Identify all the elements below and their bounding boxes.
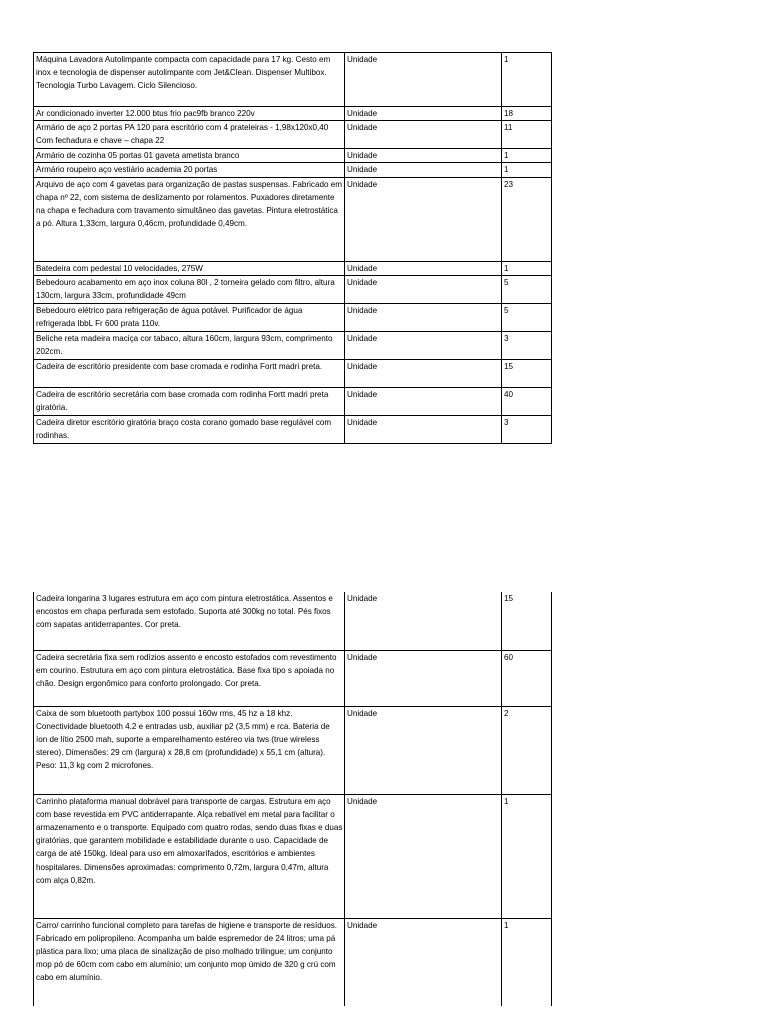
item-description: Cadeira de escritório presidente com base cromada e rodinha Fortt madri preta. (34, 359, 345, 387)
item-unit: Unidade (345, 303, 502, 331)
item-unit: Unidade (345, 706, 502, 794)
item-description: Ar condicionado inverter 12.000 btus frio pac9fb branco 220v (34, 107, 345, 121)
item-unit: Unidade (345, 149, 502, 163)
table-row (34, 163, 552, 177)
item-description: Cadeira secretária fixa sem rodízios assento e encosto estofados com revestimento em courino. Estrutura em aço com pintura eletrostática. Base fixa tipo s apoiada no chão. Design ergonômico para conforto prolongado. Cor preta. (34, 650, 345, 706)
table-row (34, 149, 552, 163)
table-row (34, 387, 552, 415)
item-unit: Unidade (345, 650, 502, 706)
table-row (34, 261, 552, 275)
table-row (34, 918, 552, 1006)
item-unit: Unidade (345, 415, 502, 443)
item-unit: Unidade (345, 163, 502, 177)
item-quantity: 18 (502, 107, 552, 121)
item-unit: Unidade (345, 331, 502, 359)
item-quantity: 1 (502, 261, 552, 275)
item-unit: Unidade (345, 275, 502, 303)
table-row (34, 592, 552, 650)
item-unit: Unidade (345, 261, 502, 275)
table-row (34, 331, 552, 359)
item-unit: Unidade (345, 359, 502, 387)
item-description: Armário roupeiro aço vestiário academia 20 portas (34, 163, 345, 177)
item-quantity: 1 (502, 918, 552, 1006)
item-unit: Unidade (345, 794, 502, 918)
item-quantity: 1 (502, 149, 552, 163)
item-description: Batedeira com pedestal 10 velocidades, 275W (34, 261, 345, 275)
table-row (34, 177, 552, 261)
item-quantity: 1 (502, 794, 552, 918)
item-unit: Unidade (345, 107, 502, 121)
item-description: Arquivo de aço com 4 gavetas para organização de pastas suspensas. Fabricado em chapa nº 22, com sistema de deslizamento por rolamentos. Puxadores diretamente na chapa e fechadura com travamento simultâneo das gavetas. Pintura eletrostática a pó. Altura 1,33cm, largura 0,46cm, profundidade 0,49cm. (34, 177, 345, 261)
item-table-bottom (33, 592, 552, 1006)
item-quantity: 2 (502, 706, 552, 794)
table-row (34, 121, 552, 149)
item-unit: Unidade (345, 53, 502, 107)
table-row (34, 359, 552, 387)
item-description: Cadeira de escritório secretária com base cromada com rodinha Fortt madri preta giratória. (34, 387, 345, 415)
item-quantity: 5 (502, 303, 552, 331)
item-unit: Unidade (345, 177, 502, 261)
item-quantity: 40 (502, 387, 552, 415)
table-row (34, 303, 552, 331)
item-quantity: 1 (502, 53, 552, 107)
item-description: Carrinho plataforma manual dobrável para transporte de cargas. Estrutura em aço com base revestida em PVC antiderrapante. Alça rebatível em metal para facilitar o armazenamento e o transporte. Equipado com quatro rodas, sendo duas fixas e duas giratórias, que garantem mobilidade e estabilidade durante o uso. Capacidade de carga de até 150kg. Ideal para uso em almoxarifados, escritórios e ambientes hospitalares. Dimensões aproximadas: comprimento 0,72m, largura 0,47m, altura com alça 0,82m. (34, 794, 345, 918)
table-row (34, 275, 552, 303)
item-description: Armário de aço 2 portas PA 120 para escritório com 4 prateleiras - 1,98x120x0,40 Com fechadura e chave – chapa 22 (34, 121, 345, 149)
item-description: Caixa de som bluetooth partybox 100 possui 160w rms, 45 hz a 18 khz. Conectividade bluetooth 4.2 e entradas usb, auxiliar p2 (3,5 mm) e rca. Bateria de íon de lítio 2500 mah, suporte a emparelhamento estéreo via tws (true wireless stereo). Dimensões: 29 cm (largura) x 28,8 cm (profundidade) x 55,1 cm (altura). Peso: 11,3 kg com 2 microfones. (34, 706, 345, 794)
item-description: Cadeira diretor escritório giratória braço costa corano gomado base regulável com rodinhas. (34, 415, 345, 443)
item-quantity: 3 (502, 415, 552, 443)
item-quantity: 1 (502, 163, 552, 177)
item-description: Armário de cozinha 05 portas 01 gaveta ametista branco (34, 149, 345, 163)
item-quantity: 23 (502, 177, 552, 261)
item-unit: Unidade (345, 918, 502, 1006)
item-quantity: 3 (502, 331, 552, 359)
item-table-top (33, 52, 552, 444)
item-description: Cadeira longarina 3 lugares estrutura em aço com pintura eletrostática. Assentos e encostos em chapa perfurada sem estofado. Suporta até 300kg no total. Pés fixos com sapatas antiderrapantes. Cor preta. (34, 592, 345, 650)
item-quantity: 11 (502, 121, 552, 149)
table-row (34, 107, 552, 121)
item-description: Máquina Lavadora Autolimpante compacta com capacidade para 17 kg. Cesto em inox e tecnologia de dispenser autolimpante com Jet&Clean. Dispenser Multibox. Tecnologia Turbo Lavagem. Ciclo Silencioso. (34, 53, 345, 107)
item-description: Beliche reta madeira maciça cor tabaco, altura 160cm, largura 93cm, comprimento 202cm. (34, 331, 345, 359)
item-unit: Unidade (345, 592, 502, 650)
table-row (34, 415, 552, 443)
item-description: Bebedouro acabamento em aço inox coluna 80l , 2 torneira gelado com filtro, altura 130cm, largura 33cm, profundidade 49cm (34, 275, 345, 303)
item-quantity: 5 (502, 275, 552, 303)
item-quantity: 60 (502, 650, 552, 706)
item-description: Carro/ carrinho funcional completo para tarefas de higiene e transporte de resíduos. Fabricado em polipropileno. Acompanha um balde espremedor de 24 litros; uma pá plástica para lixo; uma placa de sinalização de piso molhado trilingue; um conjunto mop pó de 60cm com cabo em alumínio; um conjunto mop úmido de 320 g crú com cabo em alumínio. (34, 918, 345, 1006)
table-row (34, 706, 552, 794)
table-row (34, 650, 552, 706)
item-unit: Unidade (345, 387, 502, 415)
item-quantity: 15 (502, 359, 552, 387)
table-row (34, 794, 552, 918)
item-quantity: 15 (502, 592, 552, 650)
table-row (34, 53, 552, 107)
item-description: Bebedouro elétrico para refrigeração de água potável. Purificador de água refrigerada IbbL Fr 600 prata 110v. (34, 303, 345, 331)
item-unit: Unidade (345, 121, 502, 149)
